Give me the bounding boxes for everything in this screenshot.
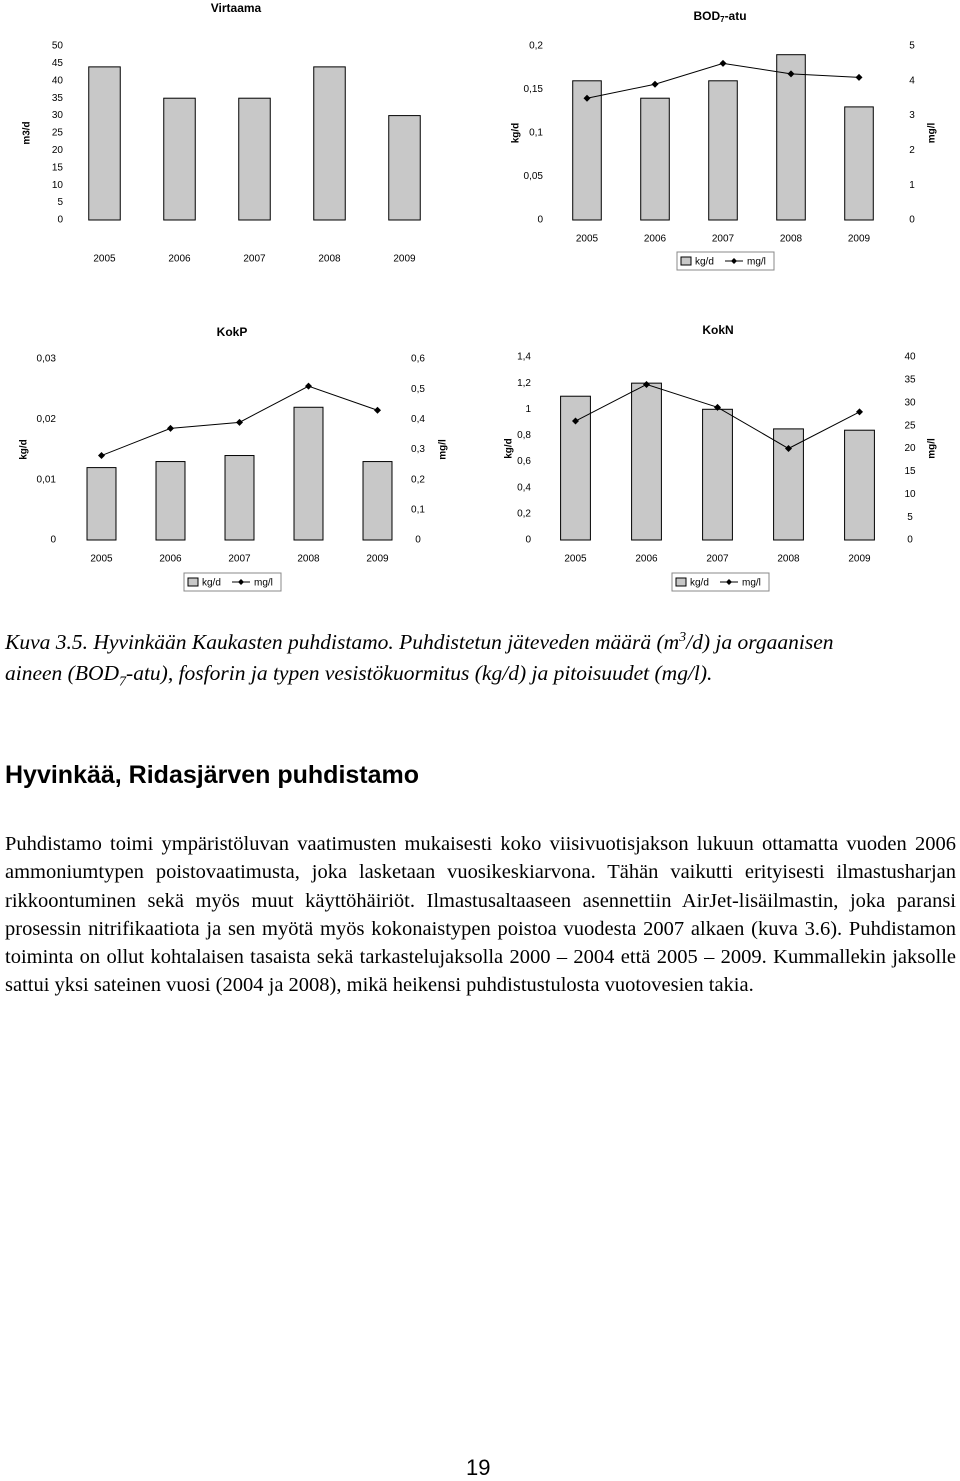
x-tick-label: 2009 [848, 553, 871, 565]
x-tick-label: 2005 [564, 553, 587, 565]
chart-3 [19, 325, 449, 591]
y-tick-label: 40 [51, 75, 63, 87]
legend-bar-swatch [676, 578, 686, 586]
body-paragraph: Puhdistamo toimi ympäristöluvan vaatimusten mukaisesti koko viisivuotisjakson lukuun ottamatta vuoden 2006 ammoniumtypen poistovaatimusta, joka lasketaan vuosikeskiarvona. Tähän vaikutti erityisesti ilmastusharjan rikkoontuminen sekä myös muut käyttöhäiriöt. Ilmastusaltaaseen asennettiin AirJet-lisäilmastin, joka paransi prosessin nitrifikaatiota ja sen myötä myös kokonaistypen poistoa vuodesta 2007 alkaen (kuva 3.6). Puhdistamon toiminta on ollut kohtalaisen tasaista sekä tarkastelujaksolla 2000 – 2004 että 2005 – 2009. Kummallekin jaksolle sattui yksi sateinen vuosi (2004 ja 2008), mikä heikensi puhdistustulosta vuotovesien takia. [5, 833, 956, 997]
y2-tick-label: 5 [907, 511, 913, 523]
chart-title [702, 323, 733, 337]
legend-bar-swatch [188, 578, 198, 586]
y-tick-label: 0 [57, 214, 63, 226]
bar [164, 98, 196, 220]
y2-tick-label: 0,1 [411, 504, 425, 516]
chart-title-text: KokN [702, 323, 734, 338]
series-marker [652, 81, 659, 88]
chart-title [211, 1, 262, 15]
y2-tick-label: 0 [909, 214, 915, 226]
x-tick-label: 2008 [777, 553, 800, 565]
figure-caption [5, 622, 955, 697]
y2-tick-label: 5 [909, 40, 915, 52]
bar [703, 409, 733, 540]
y-tick-label: 0,01 [36, 474, 56, 486]
y2-axis-label: mg/l [926, 122, 938, 144]
x-tick-label: 2009 [847, 233, 871, 245]
x-tick-label: 2006 [635, 553, 658, 565]
y-tick-label: 0,2 [517, 508, 531, 520]
y-tick-label: 0,2 [529, 40, 543, 52]
caption-line1: Hyvinkään Kaukasten puhdistamo. Puhdistetun jäteveden määrä (m [88, 630, 680, 655]
x-tick-label: 2007 [243, 253, 266, 265]
caption-line1-end: /d) ja orgaanisen [686, 630, 834, 655]
series-marker [374, 407, 381, 414]
y-tick-label: 0,15 [523, 84, 543, 96]
bar [363, 462, 392, 540]
chart-4 [504, 323, 938, 591]
y2-tick-label: 2 [909, 145, 915, 157]
y-tick-label: 50 [51, 40, 63, 52]
y-tick-label: 0,4 [517, 482, 531, 494]
y-tick-label: 1,4 [517, 351, 531, 363]
y2-axis-label: mg/l [926, 438, 938, 459]
page-number: 19 [466, 1455, 491, 1480]
legend-label-bars: kg/d [202, 577, 221, 589]
x-tick-label: 2007 [711, 233, 735, 245]
x-tick-label: 2006 [168, 253, 191, 265]
y-tick-label: 10 [51, 179, 63, 191]
y-tick-label: 0,6 [517, 456, 531, 468]
chart-title-text: Virtaama [210, 1, 262, 16]
x-tick-label: 2005 [93, 253, 116, 265]
x-tick-label: 2009 [393, 253, 416, 265]
y-tick-label: 1,2 [517, 377, 531, 389]
y-axis-label: kg/d [18, 439, 30, 460]
y2-tick-label: 15 [904, 466, 916, 478]
series-marker [856, 408, 863, 415]
section-title: Hyvinkää, Ridasjärven puhdistamo [5, 761, 420, 789]
y2-tick-label: 0,5 [411, 383, 425, 395]
bar [87, 468, 116, 540]
x-tick-label: 2006 [643, 233, 667, 245]
chart-title-sub: 7 [720, 15, 725, 25]
y2-tick-label: 3 [909, 110, 915, 122]
y-axis-label: kg/d [510, 122, 522, 144]
series-marker [167, 425, 174, 432]
legend-label-line: mg/l [747, 256, 766, 268]
y-tick-label: 0 [525, 534, 531, 546]
legend-bar-swatch [681, 257, 691, 265]
bar [156, 462, 185, 540]
y-tick-label: 25 [51, 127, 63, 139]
y2-tick-label: 40 [904, 351, 916, 363]
bar [389, 116, 421, 220]
y2-tick-label: 0,3 [411, 444, 425, 456]
x-tick-label: 2009 [366, 553, 389, 565]
y-axis-label: m3/d [21, 121, 33, 145]
y2-tick-label: 4 [909, 75, 915, 87]
chart-1 [22, 1, 421, 264]
x-tick-label: 2008 [318, 253, 341, 265]
bar [314, 67, 346, 220]
y-tick-label: 1 [525, 403, 531, 415]
series-marker [720, 60, 727, 67]
legend-label-bars: kg/d [690, 577, 709, 589]
y-tick-label: 30 [51, 110, 63, 122]
legend-label-bars: kg/d [695, 256, 714, 268]
y2-tick-label: 30 [904, 397, 916, 409]
y2-tick-label: 25 [904, 420, 916, 432]
bar [845, 107, 874, 220]
y2-tick-label: 1 [909, 179, 915, 191]
chart-title-suffix: -atu [724, 9, 747, 24]
y-tick-label: 20 [51, 145, 63, 157]
y2-tick-label: 0 [907, 534, 913, 546]
caption-sup: 3 [679, 630, 687, 645]
y-tick-label: 5 [57, 197, 63, 209]
bar [89, 67, 121, 220]
series-marker [98, 452, 105, 459]
bar [777, 55, 806, 220]
series-marker [236, 419, 243, 426]
y-tick-label: 45 [51, 58, 63, 70]
bar [641, 98, 670, 220]
y-tick-label: 0 [537, 214, 543, 226]
charts-figure [0, 0, 960, 600]
x-tick-label: 2005 [90, 553, 113, 565]
y2-tick-label: 0,2 [411, 474, 425, 486]
chart-2 [511, 9, 938, 270]
chart-title [693, 9, 746, 24]
series-marker [856, 74, 863, 81]
bar [632, 383, 662, 540]
y-tick-label: 0,8 [517, 430, 531, 442]
y-tick-label: 0,1 [529, 127, 543, 139]
legend-label-line: mg/l [742, 577, 761, 589]
y2-tick-label: 0,4 [411, 413, 425, 425]
y-tick-label: 15 [51, 162, 63, 174]
caption-line2b: -atu), fosforin ja typen vesistökuormitus (kg/d) ja pitoisuudet (mg/l). [126, 661, 713, 686]
x-tick-label: 2007 [706, 553, 729, 565]
y2-tick-label: 35 [904, 374, 916, 386]
bar [294, 407, 323, 540]
caption-line2a: aineen (BOD [5, 661, 120, 686]
chart-title-text: KokP [216, 325, 248, 340]
chart-title-text: BOD [693, 9, 721, 24]
x-tick-label: 2007 [228, 553, 251, 565]
chart-title [217, 325, 248, 339]
y2-tick-label: 0 [415, 534, 421, 546]
legend-label-line: mg/l [254, 577, 273, 589]
y-tick-label: 0,03 [36, 353, 56, 365]
y2-tick-label: 10 [904, 488, 916, 500]
x-tick-label: 2006 [159, 553, 182, 565]
y-tick-label: 0,05 [523, 171, 543, 183]
x-tick-label: 2008 [779, 233, 803, 245]
y-tick-label: 0 [50, 534, 56, 546]
bar [239, 98, 271, 220]
y-axis-label: kg/d [503, 438, 515, 459]
series-marker [305, 383, 312, 390]
bar [225, 456, 254, 540]
y-tick-label: 0,02 [36, 413, 56, 425]
x-tick-label: 2005 [575, 233, 599, 245]
bar [845, 430, 875, 540]
y-tick-label: 35 [51, 92, 63, 104]
caption-label: Kuva 3.5. [5, 630, 89, 655]
bar [709, 81, 738, 220]
x-tick-label: 2008 [297, 553, 320, 565]
caption-sub: 7 [119, 674, 127, 690]
y2-tick-label: 20 [904, 443, 916, 455]
y2-tick-label: 0,6 [411, 353, 425, 365]
y2-axis-label: mg/l [437, 439, 449, 460]
